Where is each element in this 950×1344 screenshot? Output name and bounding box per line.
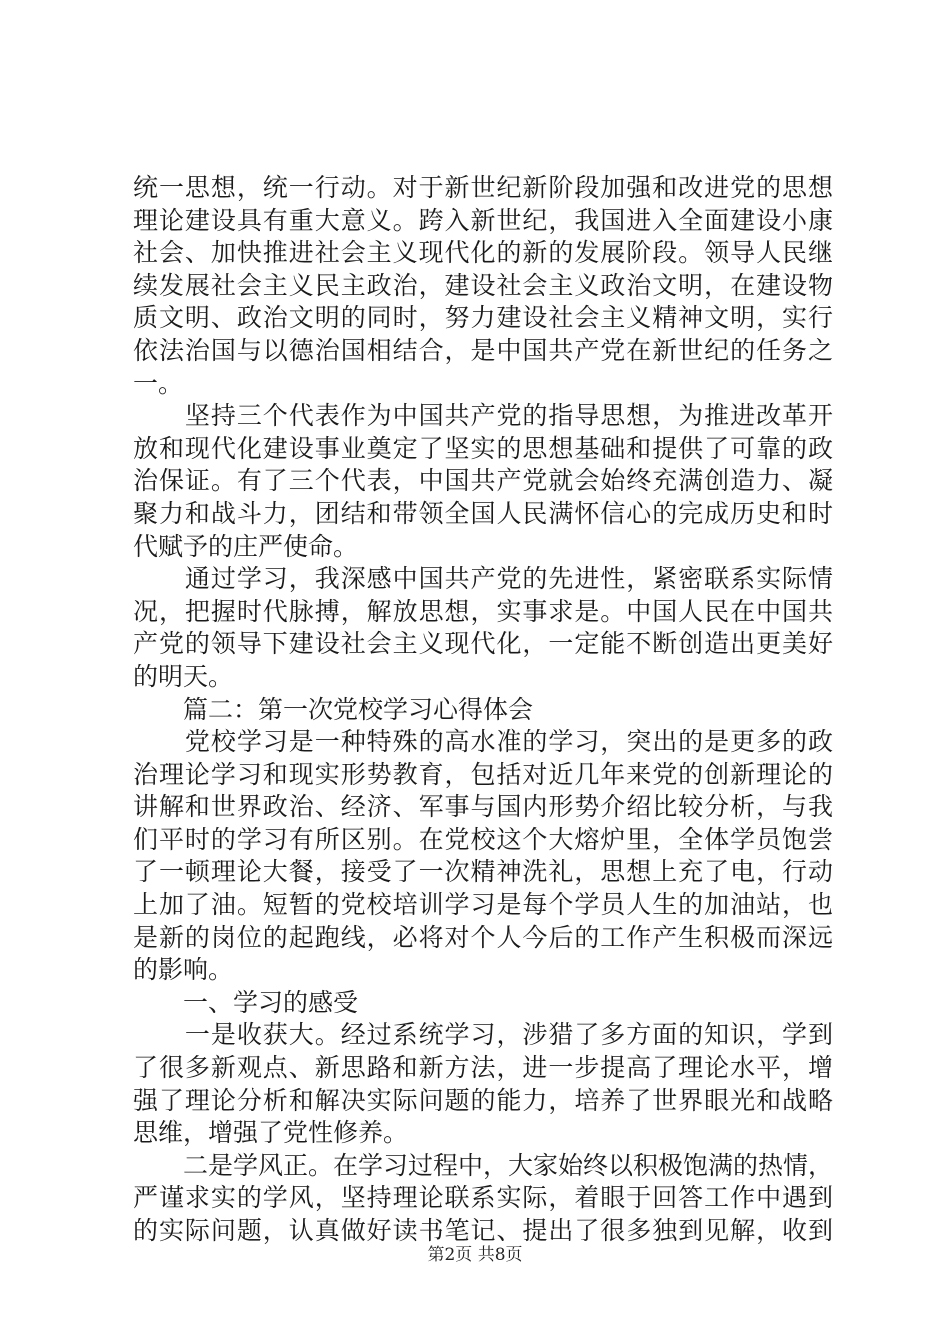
text-line: 上加了油。短暂的党校培训学习是每个学员人生的加油站，也 [133,890,833,920]
text-line: 一、学习的感受 [133,987,359,1017]
text-line: 续发展社会主义民主政治，建设社会主义政治文明，在建设物 [133,270,833,300]
text-line: 聚力和战斗力，团结和带领全国人民满怀信心的完成历史和时 [133,498,833,528]
text-line: 思维，增强了党性修养。 [133,1118,409,1148]
text-line: 产党的领导下建设社会主义现代化，一定能不断创造出更美好 [133,629,833,659]
text-line: 了很多新观点、新思路和新方法，进一步提高了理论水平，增 [133,1053,833,1083]
text-line: 是新的岗位的起跑线，必将对个人今后的工作产生积极而深远 [133,922,833,952]
text-line: 理论建设具有重大意义。跨入新世纪，我国进入全面建设小康 [133,205,833,235]
text-line: 统一思想，统一行动。对于新世纪新阶段加强和改进党的思想 [133,173,833,202]
text-line: 的实际问题，认真做好读书笔记、提出了很多独到见解，收到 [133,1216,833,1245]
text-line: 质文明、政治文明的同时，努力建设社会主义精神文明，实行 [133,303,833,333]
text-line: 放和现代化建设事业奠定了坚实的思想基础和提供了可靠的政 [133,433,833,463]
text-line: 代赋予的庄严使命。 [133,531,359,561]
page-footer: 第2页 共8页 [427,1245,523,1265]
text-line: 依法治国与以德治国相结合，是中国共产党在新世纪的任务之 [133,335,833,365]
text-line: 治理论学习和现实形势教育，包括对近几年来党的创新理论的 [133,759,833,789]
text-line: 治保证。有了三个代表，中国共产党就会始终充满创造力、凝 [133,466,833,496]
text-line: 党校学习是一种特殊的高水准的学习，突出的是更多的政 [133,727,833,757]
text-line: 们平时的学习有所区别。在党校这个大熔炉里，全体学员饱尝 [133,824,833,854]
text-line: 坚持三个代表作为中国共产党的指导思想，为推进改革开 [133,401,833,431]
text-line: 篇二：第一次党校学习心得体会 [133,694,534,724]
text-line: 讲解和世界政治、经济、军事与国内形势介绍比较分析，与我 [133,792,833,822]
text-line: 了一顿理论大餐，接受了一次精神洗礼，思想上充了电，行动 [133,857,833,887]
text-line: 一是收获大。经过系统学习，涉猎了多方面的知识，学到 [133,1020,833,1050]
document-body [133,172,833,1248]
text-line: 况，把握时代脉搏，解放思想，实事求是。中国人民在中国共 [133,596,833,626]
text-line: 强了理论分析和解决实际问题的能力，培养了世界眼光和战略 [133,1085,833,1115]
text-line: 的影响。 [133,955,234,985]
text-line: 一。 [133,368,184,398]
text-line: 通过学习，我深感中国共产党的先进性，紧密联系实际情 [133,564,833,594]
text-line: 严谨求实的学风，坚持理论联系实际，着眼于回答工作中遇到 [133,1183,833,1213]
text-line: 的明天。 [133,661,234,691]
text-line: 社会、加快推进社会主义现代化的新的发展阶段。领导人民继 [133,238,833,268]
text-line: 二是学风正。在学习过程中，大家始终以积极饱满的热情， [133,1150,834,1180]
